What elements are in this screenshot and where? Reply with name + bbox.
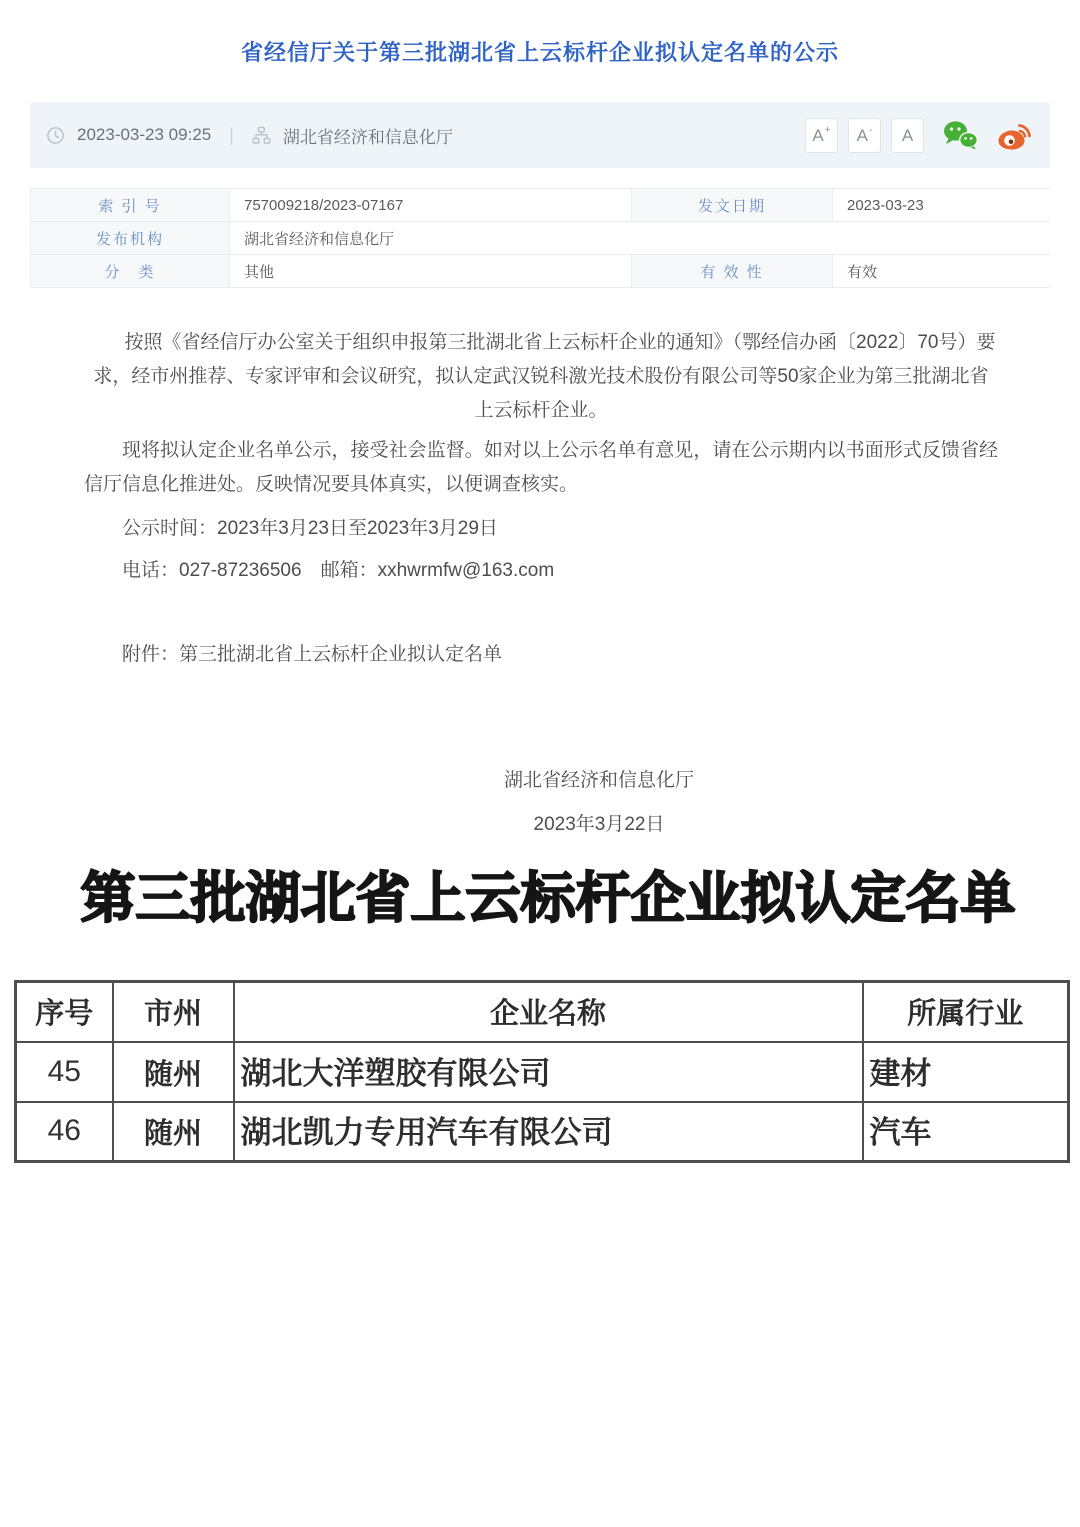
publish-datetime: 2023-03-23 09:25 (77, 125, 212, 144)
font-size-increase-button[interactable]: A + (805, 118, 838, 153)
table-row (16, 1042, 1069, 1102)
meta-divider: | (229, 124, 234, 145)
document-info-table (30, 188, 1050, 288)
cell-city: 随州 (113, 1042, 234, 1102)
contact-line: 电话：027-87236506 邮箱：xxhwrmfw@163.com (122, 560, 555, 581)
cell-city: 随州 (113, 1102, 234, 1162)
organization-icon (252, 126, 271, 145)
attachment-heading: 第三批湖北省上云标杆企业拟认定名单 (80, 867, 1016, 929)
attachment-line: 附件：第三批湖北省上云标杆企业拟认定名单 (122, 644, 503, 665)
issue-date-label: 发文日期 (632, 189, 832, 221)
cell-enterprise-name: 湖北凯力专用汽车有限公司 (234, 1102, 863, 1162)
publicity-time-line: 公示时间：2023年3月23日至2023年3月29日 (122, 518, 498, 539)
category-label: 分 类 (31, 255, 229, 287)
header-serial-number: 序号 (16, 982, 113, 1042)
meta-right (805, 118, 1032, 153)
meta-bar (30, 102, 1050, 168)
index-number-value: 757009218/2023-07167 (230, 189, 631, 221)
weibo-share-icon[interactable] (996, 119, 1032, 151)
enterprise-list-table (14, 980, 1070, 1163)
index-number-label: 索 引 号 (31, 189, 229, 221)
issue-date-value: 2023-03-23 (833, 189, 1052, 221)
meta-left (46, 123, 453, 148)
source-organization: 湖北省经济和信息化厅 (282, 127, 453, 147)
signoff-organization: 湖北省经济和信息化厅 (503, 770, 694, 791)
paragraph-1: 按照《省经信厅办公室关于组织申报第三批湖北省上云标杆企业的通知》（鄂经信办函〔2022〕70号）要求，经市州推荐、专家评审和会议研究，拟认定武汉锐科激光技术股份有限公司等50家企业为第三批湖北省上云标杆企业。 (93, 332, 996, 421)
clock-icon (46, 126, 65, 145)
wechat-share-icon[interactable] (942, 120, 978, 150)
font-size-decrease-button[interactable]: A - (848, 118, 881, 153)
cell-industry: 建材 (863, 1042, 1069, 1102)
validity-value: 有效 (833, 255, 1052, 287)
paragraph-2: 现将拟认定企业名单公示，接受社会监督。如对以上公示名单有意见，请在公示期内以书面形式反馈省经信厅信息化推进处。反映情况要具体真实，以便调查核实。 (84, 440, 998, 495)
cell-serial-number: 46 (16, 1102, 113, 1162)
header-city: 市州 (113, 982, 234, 1042)
table-header-row (16, 982, 1069, 1042)
article-body (84, 326, 998, 836)
font-size-reset-button[interactable]: A (891, 118, 924, 153)
cell-serial-number: 45 (16, 1042, 113, 1102)
cell-enterprise-name: 湖北大洋塑胶有限公司 (234, 1042, 863, 1102)
publisher-label: 发布机构 (31, 222, 229, 254)
page-title: 省经信厅关于第三批湖北省上云标杆企业拟认定名单的公示 (240, 40, 839, 65)
signoff-date: 2023年3月22日 (533, 814, 665, 835)
validity-label: 有 效 性 (632, 255, 832, 287)
category-value: 其他 (230, 255, 631, 287)
header-industry: 所属行业 (863, 982, 1069, 1042)
publisher-value: 湖北省经济和信息化厅 (230, 222, 1052, 254)
cell-industry: 汽车 (863, 1102, 1069, 1162)
header-enterprise-name: 企业名称 (234, 982, 863, 1042)
table-row (16, 1102, 1069, 1162)
